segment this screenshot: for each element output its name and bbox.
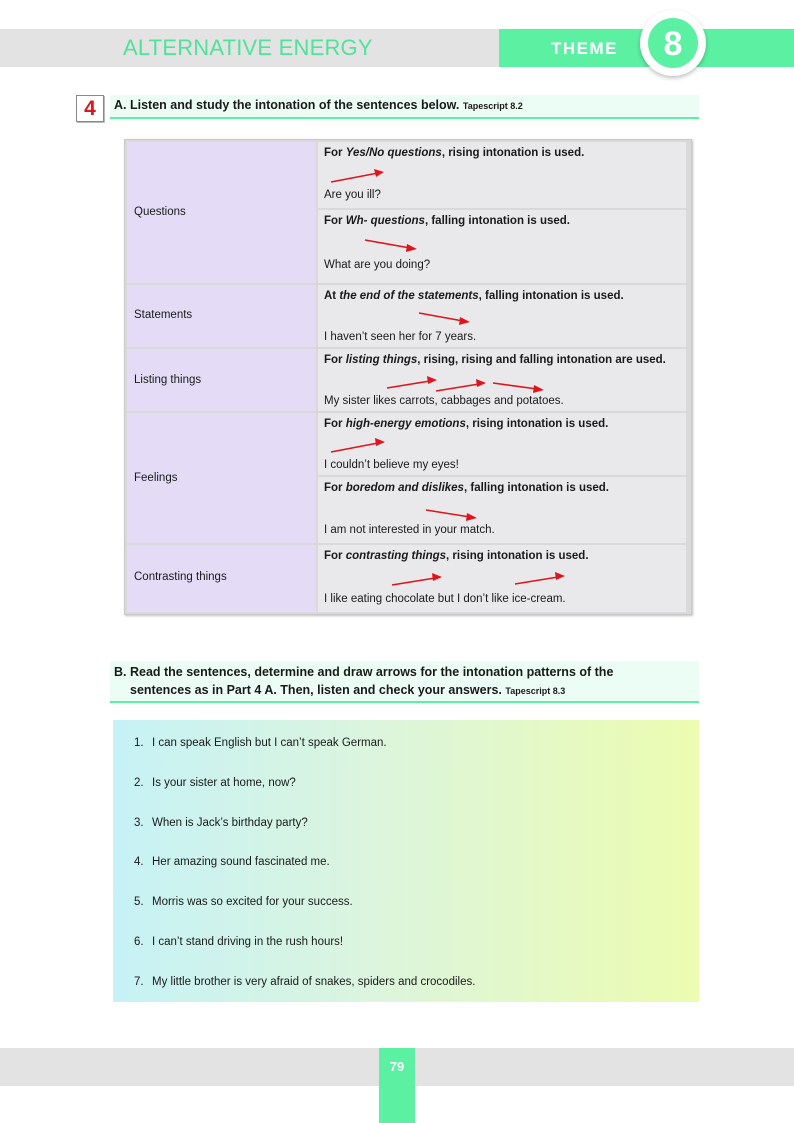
rule-text: For Yes/No questions, rising intonation is used. xyxy=(324,147,585,159)
theme-label: THEME xyxy=(551,39,618,58)
rising-arrow xyxy=(331,443,378,452)
category-cell xyxy=(127,413,316,543)
rule-cell xyxy=(318,545,686,612)
arrowhead xyxy=(406,244,417,252)
arrowhead xyxy=(427,376,437,384)
arrowhead xyxy=(533,385,544,393)
arrowhead xyxy=(374,169,384,177)
category-cell xyxy=(127,349,316,411)
exercise-item: 5. Morris was so excited for your success. xyxy=(134,896,353,908)
category-cell xyxy=(127,545,316,612)
intonation-arrows xyxy=(318,413,688,483)
exercise-item: 6. I can’t stand driving in the rush hours! xyxy=(134,936,344,948)
section-b-heading-line2 xyxy=(130,683,565,697)
tapescript-ref: Tapescript 8.2 xyxy=(462,101,523,111)
falling-arrow xyxy=(419,313,463,321)
example-sentence: I haven’t seen her for 7 years. xyxy=(324,331,477,343)
rule-cell xyxy=(318,349,686,411)
rising-arrow xyxy=(387,381,430,388)
intonation-arrows xyxy=(318,477,688,547)
example-sentence: I like eating chocolate but I don’t like ice-cream. xyxy=(324,593,566,605)
example-sentence: My sister likes carrots, cabbages and potatoes. xyxy=(324,395,564,407)
exercise-number: 4 xyxy=(84,97,96,120)
example-sentence: I couldn’t believe my eyes! xyxy=(324,459,459,471)
exercise-item: 7. My little brother is very afraid of snakes, spiders and crocodiles. xyxy=(134,976,476,988)
page-number: 79 xyxy=(389,1059,405,1074)
rule-text: For Wh- questions, falling intonation is used. xyxy=(324,215,570,227)
rule-cell xyxy=(318,142,686,208)
arrowhead xyxy=(555,572,565,580)
example-sentence: I am not interested in your match. xyxy=(324,524,495,536)
rule-text: For boredom and dislikes, falling intonation is used. xyxy=(324,482,609,494)
arrowhead xyxy=(466,513,477,521)
category-label: Statements xyxy=(134,309,193,321)
intonation-arrows xyxy=(318,285,688,355)
rising-arrow xyxy=(392,578,435,585)
arrowhead xyxy=(459,317,470,325)
category-cell xyxy=(127,142,316,283)
rule-text: For high-energy emotions, rising intonation is used. xyxy=(324,418,609,430)
page-title: ALTERNATIVE ENERGY xyxy=(123,35,373,60)
rising-arrow xyxy=(331,173,378,182)
rising-arrow xyxy=(436,384,479,391)
rule-text: At the end of the statements, falling intonation is used. xyxy=(324,290,624,302)
intonation-table xyxy=(124,139,692,615)
rule-cell xyxy=(318,413,686,475)
exercise-item: 4. Her amazing sound fascinated me. xyxy=(134,856,330,868)
category-label: Listing things xyxy=(134,374,202,386)
category-label: Contrasting things xyxy=(134,571,227,583)
exercise-item: 1. I can speak English but I can’t speak German. xyxy=(134,737,387,749)
section-a-heading-text: A. Listen and study the intonation of the sentences below. xyxy=(114,98,460,112)
exercise-item: 2. Is your sister at home, now? xyxy=(134,777,296,789)
rule-text: For listing things, rising, rising and falling intonation are used. xyxy=(324,354,666,366)
category-cell xyxy=(127,285,316,347)
rule-cell xyxy=(318,285,686,347)
rule-cell xyxy=(318,210,686,283)
intonation-arrows xyxy=(318,142,688,212)
rule-text: For contrasting things, rising intonation is used. xyxy=(324,550,589,562)
falling-arrow xyxy=(365,240,410,248)
rising-arrow xyxy=(515,577,558,584)
theme-number: 8 xyxy=(663,25,683,63)
rule-cell xyxy=(318,477,686,543)
example-sentence: What are you doing? xyxy=(324,259,431,271)
section-b-heading-text: sentences as in Part 4 A. Then, listen and check your answers. xyxy=(130,683,502,697)
example-sentence: Are you ill? xyxy=(324,189,381,201)
falling-arrow xyxy=(493,383,537,389)
exercise-item: 3. When is Jack’s birthday party? xyxy=(134,817,308,829)
arrowhead xyxy=(476,379,486,387)
category-label: Feelings xyxy=(134,472,178,484)
section-b-heading-line1: B. Read the sentences, determine and draw arrows for the intonation patterns of the xyxy=(114,665,614,679)
arrowhead xyxy=(432,573,442,581)
intonation-arrows xyxy=(318,349,688,419)
tapescript-ref: Tapescript 8.3 xyxy=(505,686,566,696)
category-label: Questions xyxy=(134,206,186,218)
falling-arrow xyxy=(426,510,470,517)
arrowhead xyxy=(375,438,385,446)
section-a-heading xyxy=(114,98,523,112)
